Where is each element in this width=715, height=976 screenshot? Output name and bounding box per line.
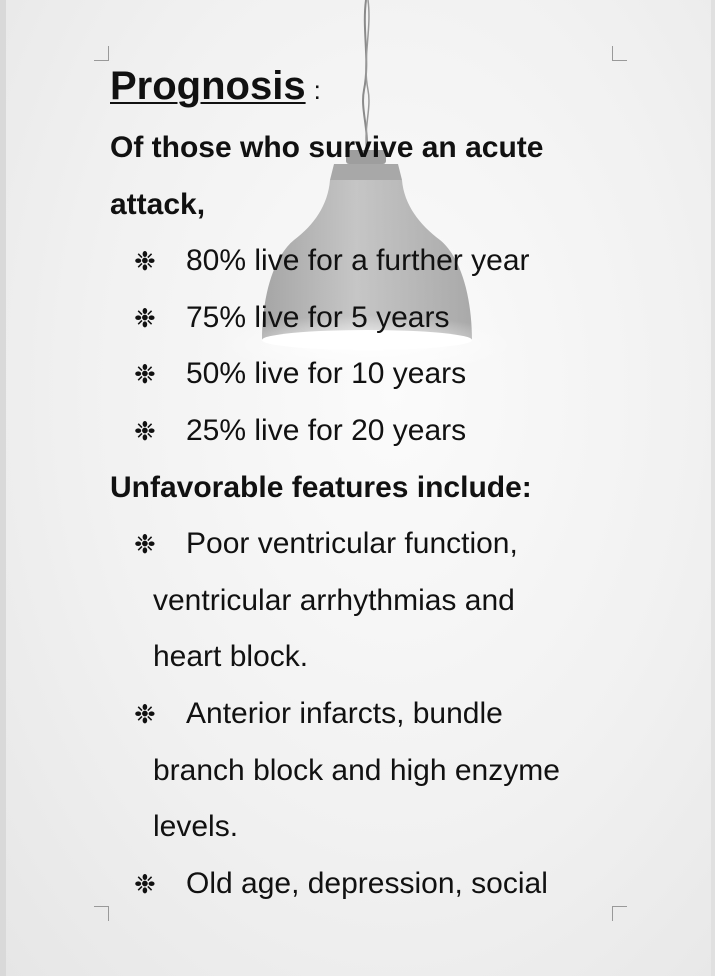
unfavorable-continuation: ventricular arrhythmias and xyxy=(153,583,515,617)
survival-text: 80% live for a further year xyxy=(186,244,530,278)
intro-line: attack, xyxy=(110,187,206,221)
unfavorable-heading: Unfavorable features include: xyxy=(110,470,532,504)
four-balloon-asterisk-icon: ❉ xyxy=(134,868,156,899)
survival-bullet xyxy=(110,403,630,460)
crop-mark-top-left xyxy=(94,46,109,61)
intro-line: Of those who survive an acute xyxy=(110,131,544,164)
unfavorable-continuation: levels. xyxy=(153,810,239,844)
unfavorable-bullet xyxy=(110,686,630,743)
unfavorable-bullet xyxy=(110,516,630,573)
unfavorable-continuation: heart block. xyxy=(153,640,309,674)
title-colon: : xyxy=(313,75,321,105)
survival-text: 25% live for 20 years xyxy=(186,413,467,447)
survival-text: 50% live for 10 years xyxy=(186,357,467,391)
unfavorable-text: Poor ventricular function, xyxy=(186,527,518,561)
four-balloon-asterisk-icon: ❉ xyxy=(134,302,156,333)
document-body xyxy=(110,64,630,912)
four-balloon-asterisk-icon: ❉ xyxy=(134,529,156,560)
heading-line xyxy=(110,64,630,120)
survival-text: 75% live for 5 years xyxy=(186,300,450,334)
four-balloon-asterisk-icon: ❉ xyxy=(134,359,156,390)
unfavorable-text: Anterior infarcts, bundle xyxy=(186,696,503,730)
survival-bullet xyxy=(110,290,630,347)
page-title: Prognosis xyxy=(110,64,306,108)
survival-bullet xyxy=(110,346,630,403)
four-balloon-asterisk-icon: ❉ xyxy=(134,415,156,446)
crop-mark-bottom-left xyxy=(94,906,109,921)
unfavorable-continuation: branch block and high enzyme xyxy=(153,753,560,787)
crop-mark-top-right xyxy=(612,46,627,61)
unfavorable-text: Old age, depression, social xyxy=(186,866,548,900)
survival-bullet xyxy=(110,233,630,290)
four-balloon-asterisk-icon: ❉ xyxy=(134,698,156,729)
four-balloon-asterisk-icon: ❉ xyxy=(134,246,156,277)
unfavorable-bullet xyxy=(110,856,630,913)
